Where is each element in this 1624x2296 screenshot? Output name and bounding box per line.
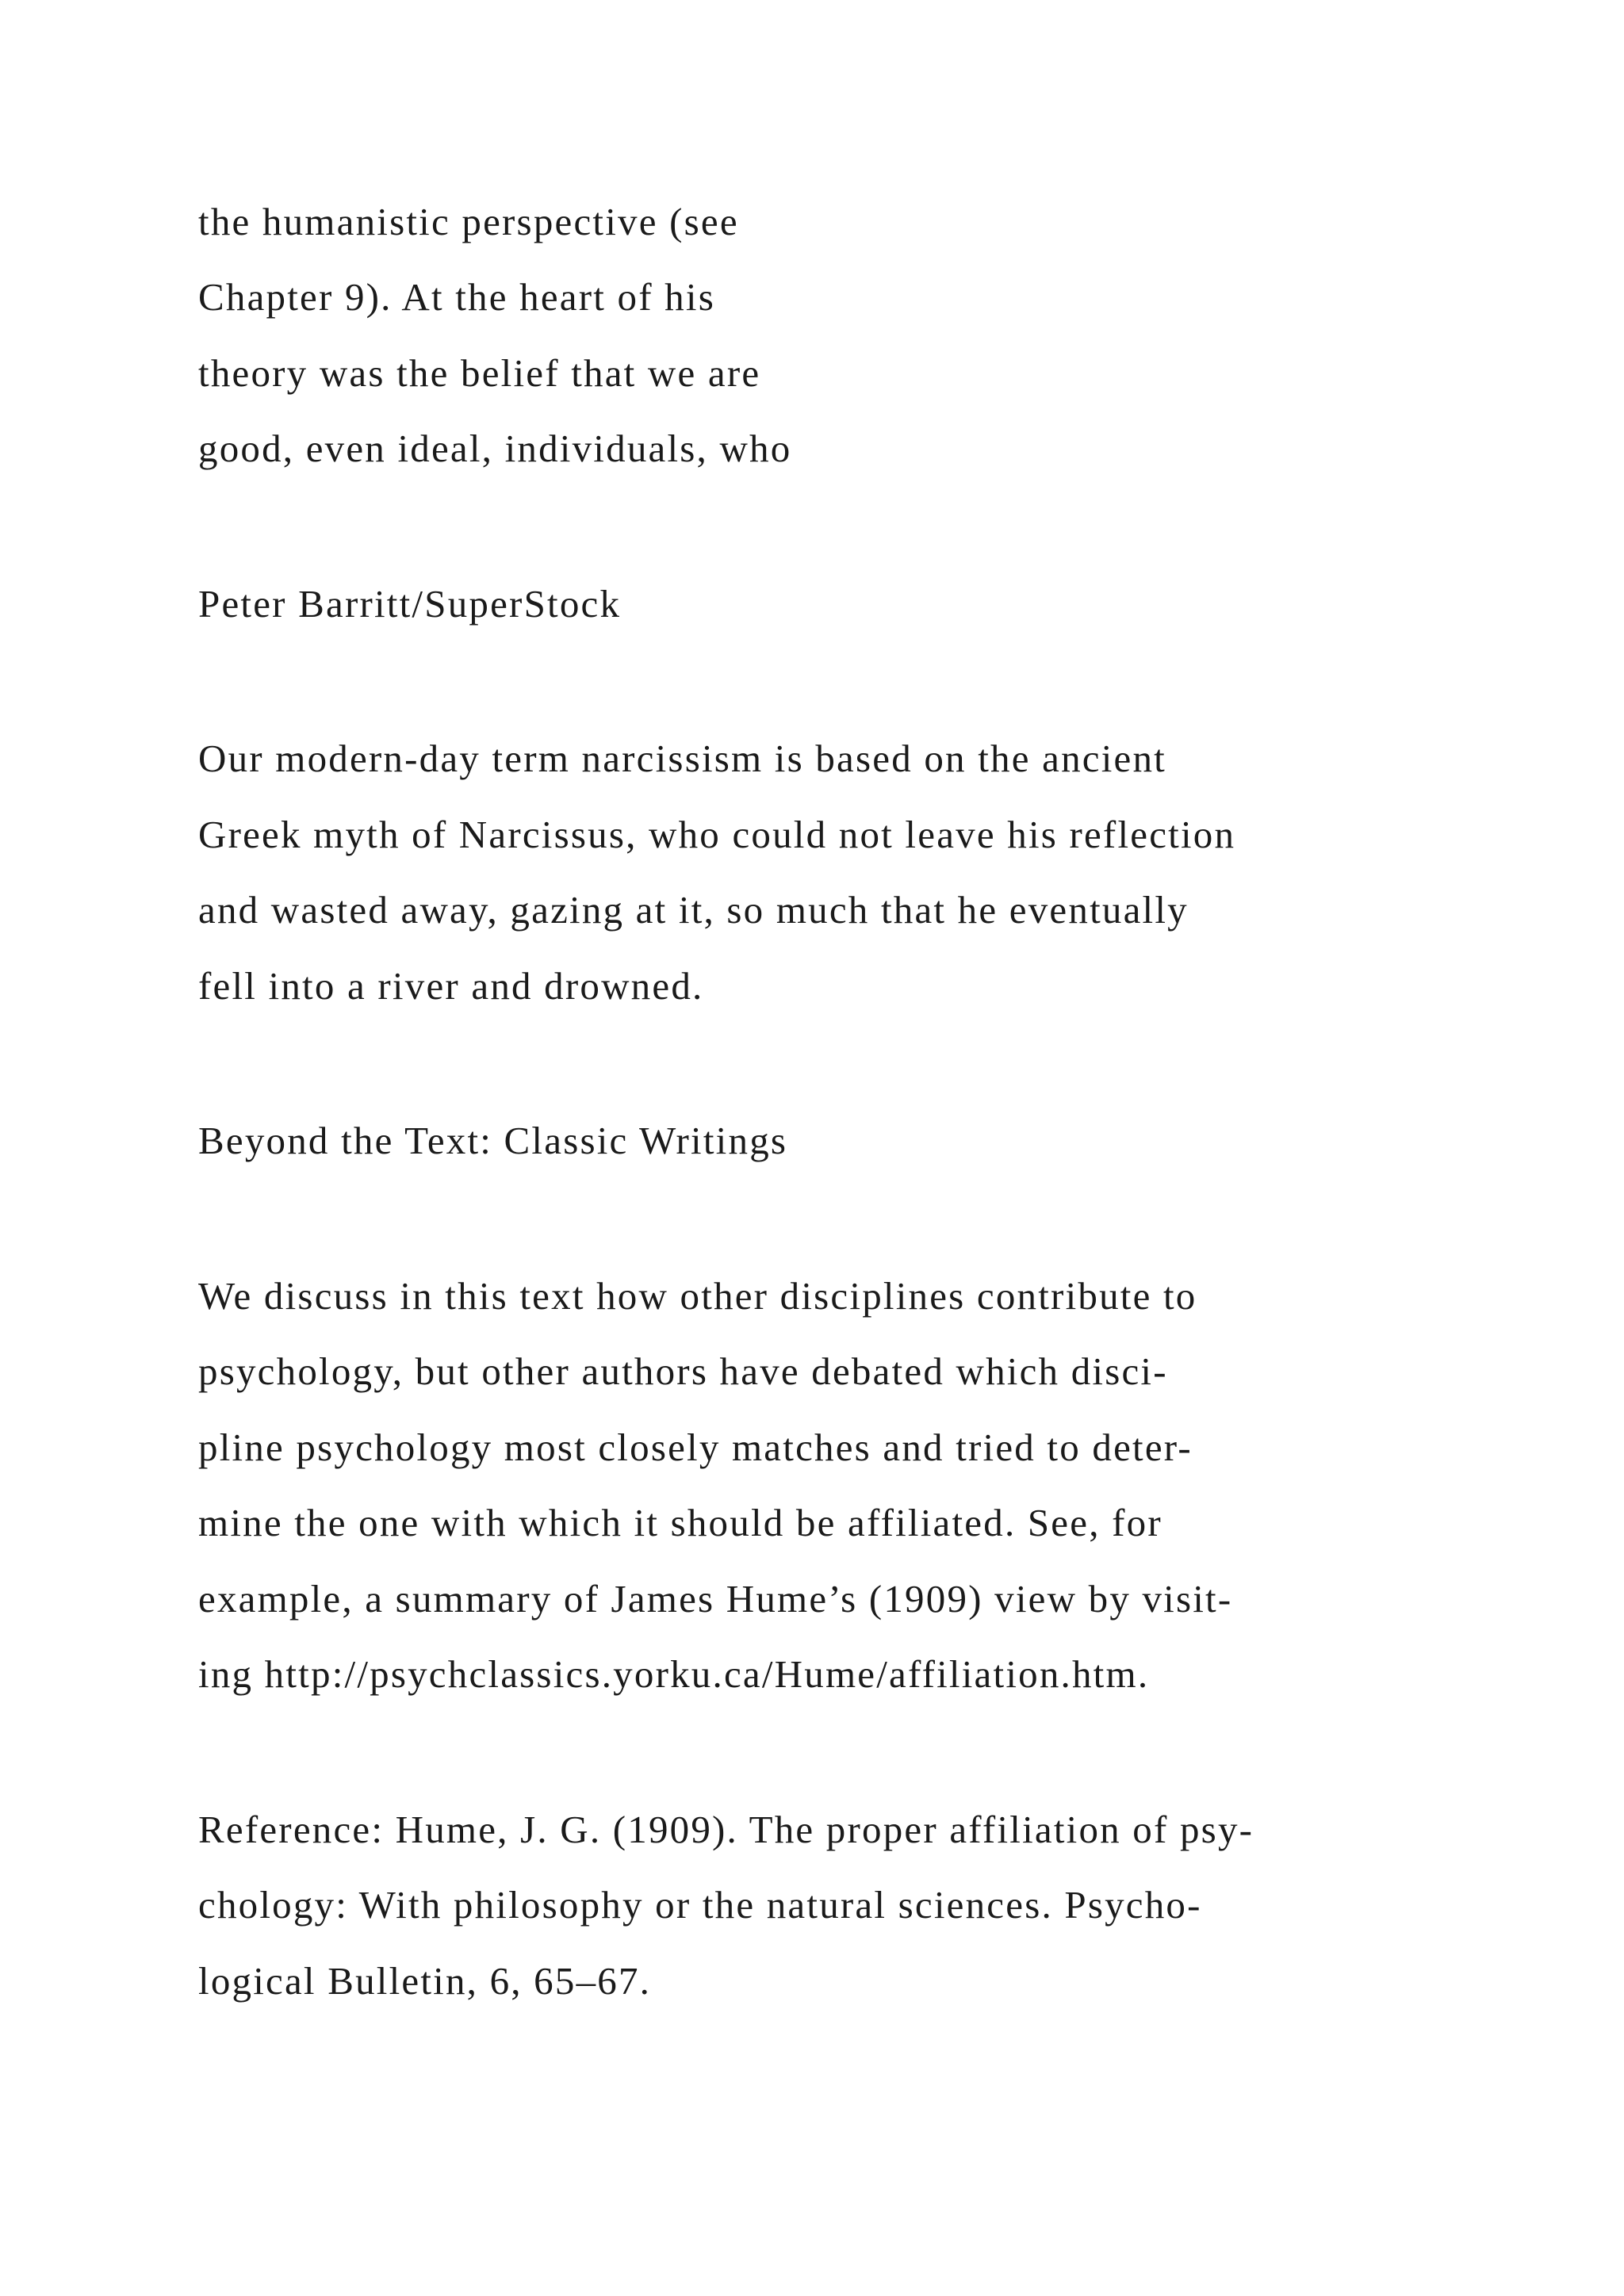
caption-line: Greek myth of Narcissus, who could not leave his reflection [198, 813, 1236, 856]
caption-line: fell into a river and drowned. [198, 964, 704, 1008]
reference-line: chology: With philosophy or the natural sciences. Psycho- [198, 1883, 1202, 1927]
caption-line: and wasted away, gazing at it, so much that he eventually [198, 888, 1189, 932]
text-line: theory was the belief that we are [198, 351, 761, 395]
reference-line: logical Bulletin, 6, 65–67. [198, 1959, 652, 2003]
text-line: the humanistic perspective (see [198, 200, 739, 243]
text-line: good, even ideal, individuals, who [198, 427, 792, 470]
sidebar-text-line: example, a summary of James Hume’s (1909) view by visit- [198, 1577, 1233, 1621]
sidebar-text-line: We discuss in this text how other disciplines contribute to [198, 1274, 1197, 1318]
sidebar-text-line: mine the one with which it should be affiliated. See, for [198, 1501, 1162, 1544]
text-line: Chapter 9). At the heart of his [198, 275, 715, 319]
sidebar-text-line: psychology, but other authors have debated which disci- [198, 1349, 1168, 1393]
sidebar-text-line: pline psychology most closely matches and tried to deter- [198, 1425, 1193, 1469]
sidebar-text-line: ing http://psychclassics.yorku.ca/Hume/affiliation.htm. [198, 1652, 1150, 1696]
caption-line: Our modern-day term narcissism is based on the ancient [198, 737, 1166, 780]
reference-line: Reference: Hume, J. G. (1909). The proper affiliation of psy- [198, 1808, 1254, 1851]
photo-credit: Peter Barritt/SuperStock [198, 582, 622, 626]
sidebar-heading: Beyond the Text: Classic Writings [198, 1119, 788, 1162]
